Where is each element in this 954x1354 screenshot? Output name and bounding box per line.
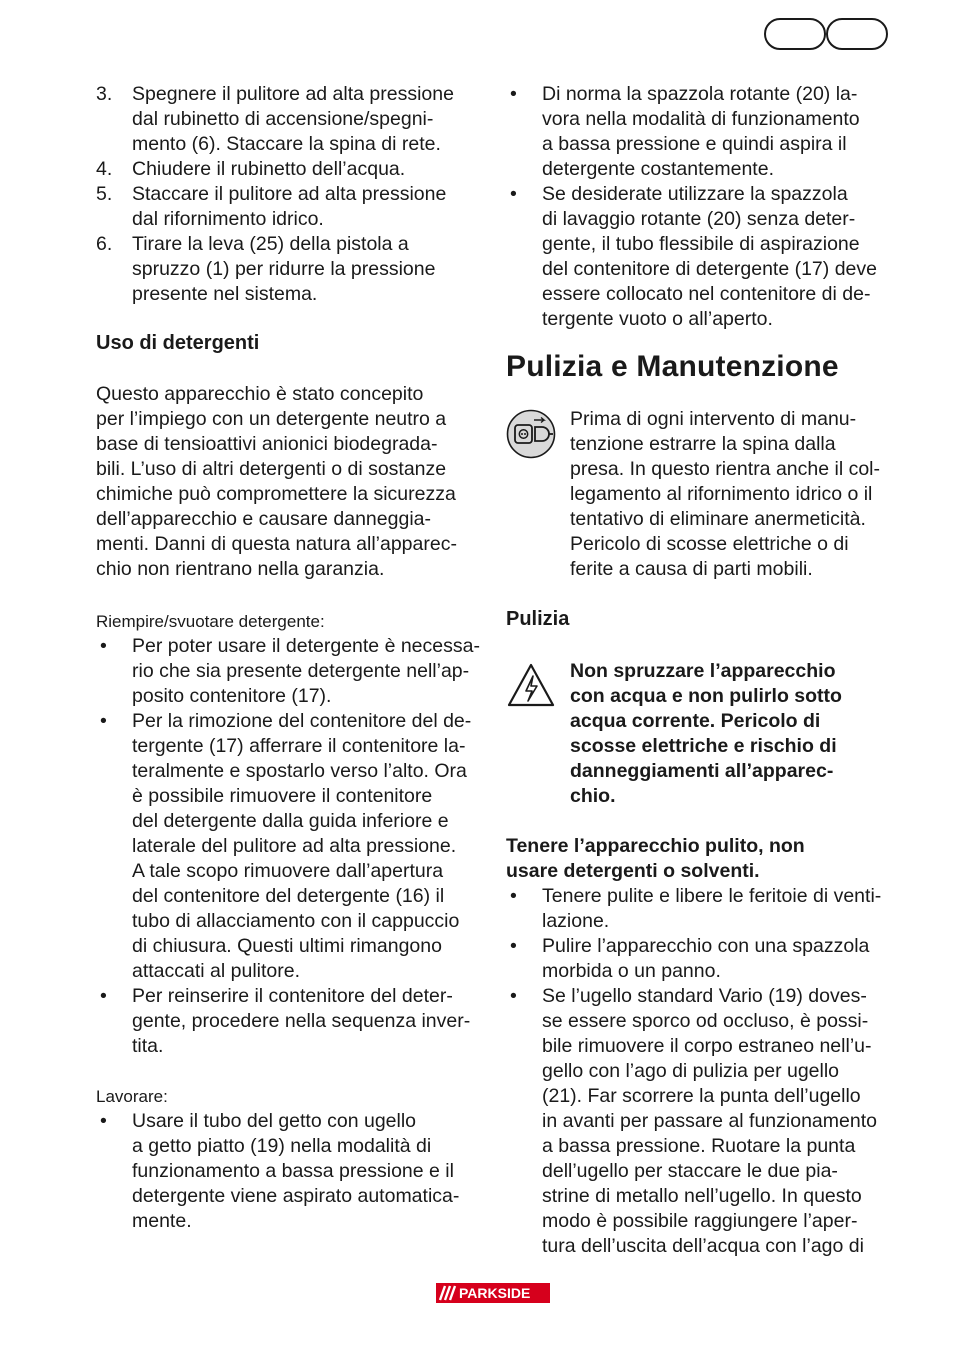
electric-hazard-icon bbox=[506, 662, 556, 712]
list-item: • Se desiderate utilizzare la spazzola di lavaggio rotante (20) senza deter- gente, il tubo flessibile di aspirazione del contenitore di detergente (17) deve essere collocato nel contenitore di de- tergente vuoto o all’aperto. bbox=[510, 183, 877, 330]
step-item: 6. Tirare la leva (25) della pistola a spruzzo (1) per ridurre la pressione presente nel sistema. bbox=[96, 233, 436, 305]
step-item: 5. Staccare il pulitore ad alta pressione dal rifornimento idrico. bbox=[96, 183, 447, 230]
unplug-icon bbox=[506, 409, 556, 459]
shutdown-steps bbox=[96, 82, 482, 307]
list-item: • Usare il tubo del getto con ugello a getto piatto (19) nella modalità di funzionamento a bassa pressione e il detergente viene aspirato automatica- mente. bbox=[100, 1110, 460, 1232]
parkside-logo bbox=[436, 1283, 550, 1303]
keep-clean-heading: Tenere l’apparecchio pulito, non usare detergenti o solventi. bbox=[506, 835, 805, 882]
brush-list bbox=[506, 82, 892, 332]
language-tab[interactable] bbox=[826, 18, 888, 50]
list-item: • Pulire l’apparecchio con una spazzola morbida o un panno. bbox=[510, 935, 870, 982]
right-column bbox=[506, 82, 892, 1259]
left-column bbox=[96, 82, 482, 1234]
work-list bbox=[96, 1109, 482, 1234]
step-item: 3. Spegnere il pulitore ad alta pressione dal rubinetto di accensione/spegni- mento (6). Staccare la spina di rete. bbox=[96, 83, 454, 155]
section-heading-cleaning: Pulizia bbox=[506, 608, 570, 630]
list-item: • Se l’ugello standard Vario (19) doves- se essere sporco od occluso, è possi- bile rimuovere il corpo estraneo nell’u- gello con l’ago di pulizia per ugello (21). Far scorrere la punta dell’ugello in avanti per passare al funzionamento a bassa pressione. Ruotare la punta dell’ugello per staccare le due pia- strine di metallo nell’ugello. In questo modo è possibile raggiungere l’aper- tura dell’uscita dell’acqua con l’ago di bbox=[510, 985, 877, 1257]
list-item: • Per poter usare il detergente è necessa- rio che sia presente detergente nell’ap- posito contenitore (17). bbox=[100, 635, 480, 707]
fill-list bbox=[96, 634, 482, 1059]
subheading-work: Lavorare: bbox=[96, 1087, 168, 1106]
cleaning-list bbox=[506, 884, 892, 1259]
step-item: 4. Chiudere il rubinetto dell’acqua. bbox=[96, 158, 406, 180]
unplug-note bbox=[506, 407, 892, 582]
list-item: • Di norma la spazzola rotante (20) la- vora nella modalità di funzionamento a bassa pressione e quindi aspira il detergente costantemente. bbox=[510, 83, 860, 180]
list-item: • Per la rimozione del contenitore del de- tergente (17) afferrare il contenitore la- teralmente e spostarlo verso l’alto. Ora è possibile rimuovere il contenitore del detergente dalla guida inferiore e laterale del pulitore ad alta pressione. A tale scopo rimuovere dall’apertura del contenitore del detergente (16) il tubo di allacciamento con il cappuccio di chiusura. Questi ultimi rimangono attaccati al pulitore. bbox=[100, 710, 472, 982]
subheading-fill-empty: Riempire/svuotare detergente: bbox=[96, 612, 325, 631]
unplug-note-text: Prima di ogni intervento di manu- tenzione estrarre la spina dalla presa. In questo rientra anche il col- legamento al rifornimento idrico o il tentativo di eliminare anermeticità. Pericolo di scosse elettriche o di ferite a causa di parti mobili. bbox=[570, 408, 881, 580]
list-item: • Tenere pulite e libere le feritoie di venti- lazione. bbox=[510, 885, 882, 932]
section-heading-maintenance: Pulizia e Manutenzione bbox=[506, 350, 839, 383]
warning-text: Non spruzzare l’apparecchio con acqua e non pulirlo sotto acqua corrente. Pericolo di scosse elettriche e rischio di danneggiamenti all’apparec- chio. bbox=[570, 660, 842, 807]
list-item: • Per reinserire il contenitore del deter- gente, procedere nella sequenza inver- tita. bbox=[100, 985, 471, 1057]
section-heading-detergents: Uso di detergenti bbox=[96, 332, 260, 354]
detergent-paragraph: Questo apparecchio è stato concepito per l’impiego con un detergente neutro a base di tensioattivi anionici biodegrada- bili. L’uso di altri detergenti o di sostanze chimiche può compromettere la sicurezza dell’apparecchio e causare danneggia- menti. Danni di questa natura all’apparec- chio non rientrano nella garanzia. bbox=[96, 383, 457, 580]
brand-name: PARKSIDE bbox=[459, 1285, 531, 1302]
language-tab[interactable] bbox=[764, 18, 826, 50]
electric-warning bbox=[506, 659, 892, 809]
